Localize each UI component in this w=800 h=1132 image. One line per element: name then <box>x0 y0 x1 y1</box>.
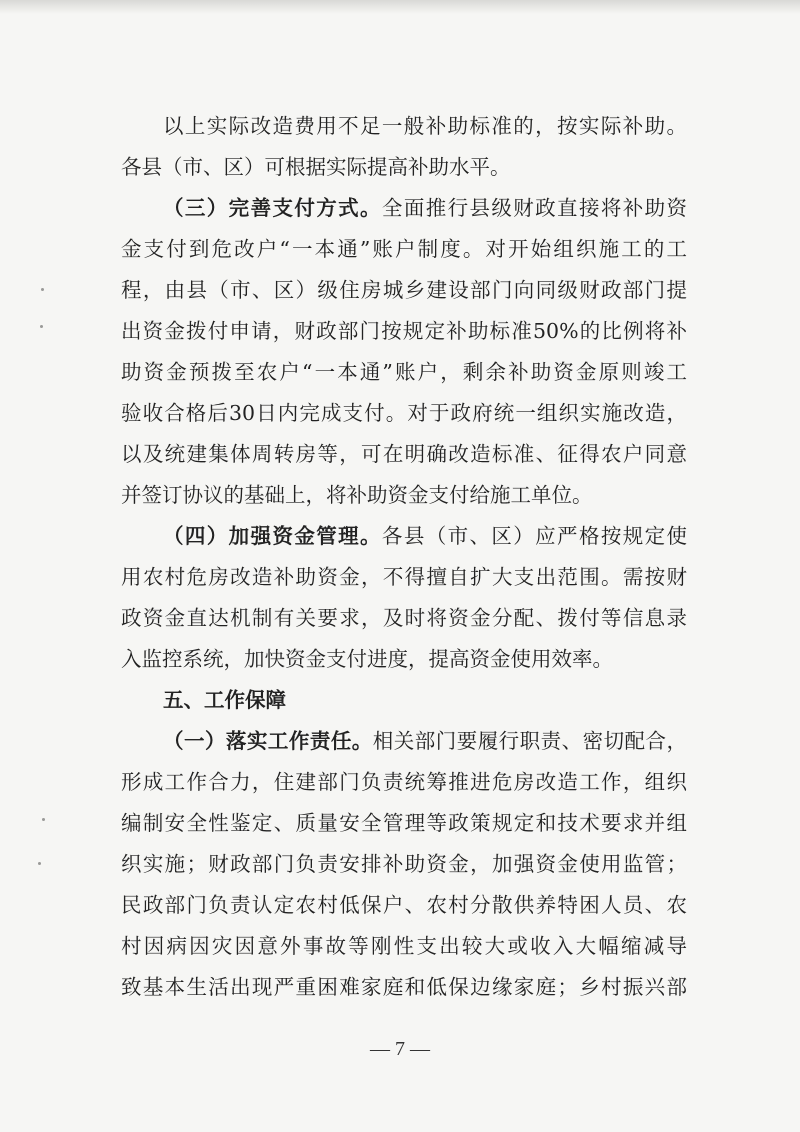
subsection-title: （一）落实工作责任。 <box>163 729 373 753</box>
line-text: 以上实际改造费用不足一般补助标准的，按实际补助。 <box>163 114 687 138</box>
paragraph-line <box>121 311 687 352</box>
paragraph-line <box>121 475 687 516</box>
paragraph-line <box>121 721 687 762</box>
line-text: 用农村危房改造补助资金，不得擅自扩大支出范围。需按财 <box>121 565 687 589</box>
line-text: 编制安全性鉴定、质量安全管理等政策规定和技术要求并组 <box>121 811 687 835</box>
paragraph-line <box>121 803 687 844</box>
paragraph-line <box>121 967 687 1008</box>
scan-speck <box>41 288 44 291</box>
line-text: 织实施；财政部门负责安排补助资金，加强资金使用监管； <box>121 852 687 876</box>
line-text: 程，由县（市、区）级住房城乡建设部门向同级财政部门提 <box>121 278 687 302</box>
paragraph-line <box>121 926 687 967</box>
scan-speck <box>40 325 43 328</box>
paragraph-line <box>121 557 687 598</box>
scan-speck <box>38 862 41 865</box>
scan-top-edge <box>0 0 800 14</box>
paragraph-line <box>121 106 687 147</box>
page-number: — 7 — <box>370 1038 430 1060</box>
paragraph-line <box>121 147 687 188</box>
document-body <box>121 106 687 1008</box>
subsection-title: （四）加强资金管理。 <box>163 524 382 548</box>
line-text: 各县（市、区）可根据实际提高补助水平。 <box>121 155 511 179</box>
paragraph-line <box>121 270 687 311</box>
line-text: 致基本生活出现严重困难家庭和低保边缘家庭；乡村振兴部 <box>121 975 687 999</box>
line-text: 相关部门要履行职责、密切配合， <box>372 729 687 753</box>
line-text: 入监控系统，加快资金支付进度，提高资金使用效率。 <box>121 647 613 671</box>
line-text: 并签订协议的基础上，将补助资金支付给施工单位。 <box>121 483 593 507</box>
paragraph-line <box>121 434 687 475</box>
paragraph-line <box>121 516 687 557</box>
line-text: 金支付到危改户“一本通”账户制度。对开始组织施工的工 <box>121 237 687 261</box>
line-text: 以及统建集体周转房等，可在明确改造标准、征得农户同意 <box>121 442 687 466</box>
paragraph-line <box>121 844 687 885</box>
line-text: 民政部门负责认定农村低保户、农村分散供养特困人员、农 <box>121 893 687 917</box>
subsection-title: （三）完善支付方式。 <box>163 196 382 220</box>
paragraph-line <box>121 598 687 639</box>
line-text: 各县（市、区）应严格按规定使 <box>381 524 687 548</box>
line-text: 出资金拨付申请，财政部门按规定补助标准50%的比例将补 <box>121 319 687 343</box>
paragraph-line <box>121 352 687 393</box>
line-text: 形成工作合力，住建部门负责统筹推进危房改造工作，组织 <box>121 770 687 794</box>
line-text: 全面推行县级财政直接将补助资 <box>381 196 687 220</box>
line-text: 验收合格后30日内完成支付。对于政府统一组织实施改造， <box>121 401 687 425</box>
paragraph-line <box>121 885 687 926</box>
paragraph-line <box>121 188 687 229</box>
line-text: 助资金预拨至农户“一本通”账户，剩余补助资金原则竣工 <box>121 360 687 384</box>
paragraph-line <box>121 639 687 680</box>
line-text: 村因病因灾因意外事故等刚性支出较大或收入大幅缩减导 <box>121 934 687 958</box>
scan-speck <box>42 818 45 821</box>
paragraph-line <box>121 393 687 434</box>
section-heading: 五、工作保障 <box>163 688 286 712</box>
paragraph-line <box>121 762 687 803</box>
paragraph-line <box>121 229 687 270</box>
line-text: 政资金直达机制有关要求，及时将资金分配、拨付等信息录 <box>121 606 687 630</box>
